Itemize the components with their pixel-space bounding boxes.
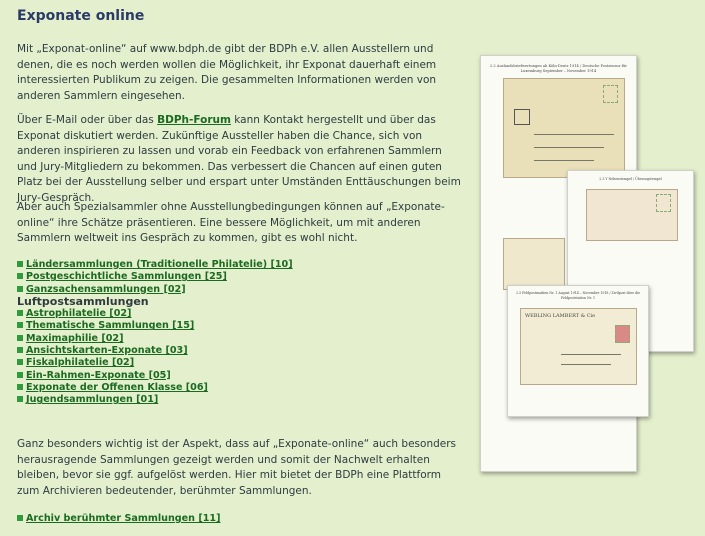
bullet-icon <box>17 347 23 353</box>
category-link[interactable]: Maximaphilie [02] <box>26 332 124 344</box>
category-link[interactable]: Astrophilatelie [02] <box>26 308 132 320</box>
envelope-image <box>586 189 678 241</box>
bdph-forum-link[interactable]: BDPh-Forum <box>157 114 231 126</box>
bullet-icon <box>17 384 23 390</box>
page-title: Exponate online <box>17 8 145 24</box>
list-item <box>17 345 293 357</box>
intro-p2-before: Über E-Mail oder über das <box>17 114 158 126</box>
exhibit-sheet-3 <box>507 285 649 417</box>
list-item <box>17 370 293 382</box>
list-item <box>17 271 293 283</box>
sheet-heading: 2.3 Y Nebenstempel / Überzugstempel <box>599 177 662 181</box>
envelope-printed-text: WEBLING LAMBERT & Cie <box>525 313 596 319</box>
sheet-heading: 2.2 Auslandsbriefwertungen ab Köln-Deutz 1914 / Deutsche Postzensur für Luxemburg September – November 1914 <box>490 64 627 73</box>
bullet-icon <box>17 322 23 328</box>
category-link[interactable]: Ländersammlungen (Traditionelle Philatelie) [10] <box>26 259 293 270</box>
handwriting-line <box>561 354 621 355</box>
list-item <box>17 357 293 369</box>
category-list <box>17 259 293 407</box>
list-item <box>17 308 293 320</box>
intro-paragraph-4: Ganz besonders wichtig ist der Aspekt, dass auf „Exponate-online“ auch besonders herausragende Sammlungen gezeigt werden und somit der Nachwelt erhalten bleiben, bevor sie ggf. aufgelöst werden. Hier mit bietet der BDPh eine Plattform zum Archivieren bedeutender, berühmter Sammlungen. <box>17 438 457 497</box>
bullet-icon <box>17 273 23 279</box>
list-item <box>17 259 293 271</box>
archive-item <box>17 513 220 524</box>
intro-paragraph-1: Mit „Exponat-online“ auf www.bdph.de gibt der BDPh e.V. allen Ausstellern und denen, die es noch werden wollen die Möglichkeit, ihr Exponat dauerhaft einem interessierten Publikum zu zeigen. Die gesammelten Informationen werden von anderen Sammlern eingesehen. <box>17 43 437 102</box>
intro-paragraph-2 <box>17 113 462 206</box>
list-item <box>17 333 293 345</box>
handwriting-line <box>534 134 614 135</box>
handwriting-line <box>534 147 604 148</box>
category-link[interactable]: Jugendsammlungen [01] <box>26 394 159 406</box>
bullet-icon <box>17 261 23 267</box>
bullet-icon <box>17 310 23 316</box>
list-item <box>17 320 293 332</box>
category-link[interactable]: Thematische Sammlungen [15] <box>26 320 195 332</box>
bullet-icon <box>17 372 23 378</box>
bullet-icon <box>17 335 23 341</box>
stamp-image <box>615 325 630 343</box>
envelope-image <box>503 78 625 178</box>
list-item <box>17 296 293 308</box>
handwriting-line <box>561 364 611 365</box>
envelope-image <box>503 238 565 290</box>
category-link[interactable]: Ganzsachensammlungen [02] <box>26 283 186 295</box>
bullet-icon <box>17 515 23 521</box>
archive-link[interactable]: Archiv berühmter Sammlungen [11] <box>26 513 221 524</box>
category-link[interactable]: Postgeschichtliche Sammlungen [25] <box>26 271 227 283</box>
envelope-image <box>520 308 637 385</box>
bullet-icon <box>17 396 23 402</box>
bullet-icon <box>17 359 23 365</box>
category-heading: Luftpostsammlungen <box>17 294 149 308</box>
stamp-image <box>656 194 671 212</box>
registered-mark <box>514 109 530 125</box>
list-item <box>17 382 293 394</box>
intro-p2-after: kann Kontakt hergestellt und über das Exponat diskutiert werden. Zukünftige Aussteller haben die Chance, sich von anderen inspirieren zu lassen und vorab ein Feedback von erfahrenen Sammlern und Jury-Mitgliedern zu bekommen. Das verbessert die Chancen auf einen guten Platz bei der Ausstellung selber und erspart unter Umständen Enttäuschungen beim Jury-Gespräch. <box>17 114 461 204</box>
bullet-icon <box>17 286 23 292</box>
handwriting-line <box>534 160 594 161</box>
intro-paragraph-3: Aber auch Spezialsammler ohne Ausstellungbedingungen können auf „Exponate-online“ ihre Schätze präsentieren. Eine bessere Möglichkeit, um mit anderen Sammlern weltweit ins Gespräch zu kommen, gibt es wohl nicht. <box>17 201 445 244</box>
sheet-heading: 2.5 Feldpostmarken Nr. 1 August 1914 – November 1918 / Zivilpost über die Feldpoststation Nr. 1 <box>516 291 640 300</box>
category-link[interactable]: Exponate der Offenen Klasse [06] <box>26 381 208 393</box>
category-link[interactable]: Fiskalphilatelie [02] <box>26 357 135 369</box>
category-link[interactable]: Ansichtskarten-Exponate [03] <box>26 345 188 357</box>
category-link[interactable]: Ein-Rahmen-Exponate [05] <box>26 369 171 381</box>
list-item <box>17 394 293 406</box>
stamp-image <box>603 85 618 103</box>
